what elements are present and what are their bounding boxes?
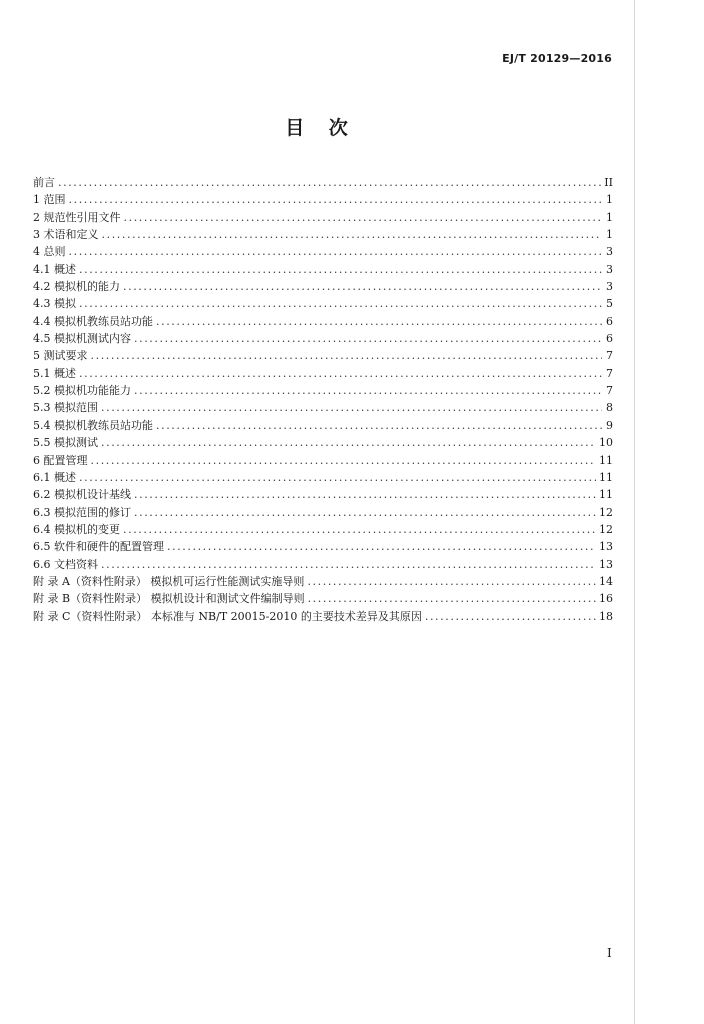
toc-entry[interactable] [33,209,613,226]
toc-entry[interactable] [33,608,613,625]
toc-entry[interactable] [33,313,613,330]
toc-entry-label: 5.3 模拟范围 [33,401,98,415]
toc-entry-page: 6 [606,314,613,328]
toc-entry[interactable] [33,417,613,434]
toc-entry-page: 13 [599,540,613,554]
toc-leader [134,486,596,503]
page-edge-divider [634,0,635,1024]
toc-entry-label: 6.2 模拟机设计基线 [33,488,131,502]
toc-entry[interactable] [33,590,613,607]
toc-entry-page: 5 [606,297,613,311]
toc-leader [69,243,603,260]
toc-entry-page: 11 [599,488,613,502]
toc-entry[interactable] [33,573,613,590]
toc-entry-page: 9 [606,418,613,432]
toc-leader [156,417,602,434]
toc-entry[interactable] [33,261,613,278]
toc-leader [156,313,602,330]
toc-leader [91,452,597,469]
toc-entry[interactable] [33,243,613,260]
toc-entry-page: 7 [606,384,613,398]
toc-entry[interactable] [33,226,613,243]
toc-entry-label: 5.2 模拟机功能能力 [33,384,131,398]
toc-entry-page: 18 [599,609,613,623]
toc-leader [134,504,596,521]
toc-entry-label: 附 录 C（资料性附录） 本标准与 NB/T 20015-2010 的主要技术差异及其原因 [33,609,422,623]
toc-leader [58,174,601,191]
toc-entry[interactable] [33,538,613,555]
toc-entry-label: 6.1 概述 [33,470,76,484]
page-number: I [607,946,612,960]
toc-entry[interactable] [33,469,613,486]
toc-entry-page: 10 [599,436,613,450]
toc-entry-page: II [604,176,613,189]
toc-entry[interactable] [33,191,613,208]
toc-entry-label: 1 范围 [33,193,66,207]
toc-leader [79,295,602,312]
toc-entry[interactable] [33,174,613,191]
toc-entry-label: 4.4 模拟机教练员站功能 [33,314,153,328]
toc-entry[interactable] [33,347,613,364]
toc-leader [308,590,596,607]
toc-entry-page: 8 [606,401,613,415]
toc-entry-label: 4.5 模拟机测试内容 [33,332,131,346]
toc-entry[interactable] [33,399,613,416]
toc-entry-page: 11 [599,453,613,467]
toc-entry-label: 6.6 文档资料 [33,557,98,571]
toc-entry[interactable] [33,295,613,312]
toc-entry-label: 5.5 模拟测试 [33,436,98,450]
toc-entry-page: 6 [606,332,613,346]
toc-leader [102,226,603,243]
toc-entry-page: 3 [606,245,613,259]
toc-entry-page: 1 [606,210,613,224]
toc-entry-label: 4.3 模拟 [33,297,76,311]
toc-entry-label: 2 规范性引用文件 [33,210,121,224]
toc-leader [134,330,602,347]
toc-leader [123,521,596,538]
toc-entry-label: 4 总则 [33,245,66,259]
toc-entry-label: 前言 [33,176,55,189]
toc-entry-page: 11 [599,470,613,484]
toc-leader [79,261,602,278]
toc-leader [79,365,602,382]
toc-entry[interactable] [33,521,613,538]
toc-entry-page: 3 [606,280,613,294]
toc-leader [101,434,596,451]
toc-leader [91,347,603,364]
toc-leader [307,573,596,590]
toc-entry-label: 6.3 模拟范围的修订 [33,505,131,519]
toc-entry-label: 5.4 模拟机教练员站功能 [33,418,153,432]
toc-leader [123,278,602,295]
toc-entry-page: 1 [606,193,613,207]
toc-entry-label: 6.4 模拟机的变更 [33,522,120,536]
toc-entry[interactable] [33,434,613,451]
toc-entry-page: 1 [606,228,613,242]
toc-entry-page: 16 [599,592,613,606]
toc-entry[interactable] [33,382,613,399]
toc-entry-label: 4.1 概述 [33,262,76,276]
toc-entry[interactable] [33,486,613,503]
toc-entry[interactable] [33,504,613,521]
toc-list [33,174,613,625]
toc-leader [134,382,602,399]
toc-entry-page: 12 [599,522,613,536]
toc-leader [124,209,603,226]
toc-leader [101,399,602,416]
toc-leader [101,556,596,573]
toc-leader [167,538,596,555]
toc-entry[interactable] [33,278,613,295]
toc-entry-page: 14 [599,574,613,588]
toc-entry-page: 7 [606,349,613,363]
toc-entry[interactable] [33,365,613,382]
toc-leader [425,608,596,625]
toc-entry-label: 6.5 软件和硬件的配置管理 [33,540,164,554]
toc-title: 目 次 [285,117,350,139]
toc-entry-label: 3 术语和定义 [33,228,99,242]
toc-entry-page: 12 [599,505,613,519]
toc-entry-page: 13 [599,557,613,571]
toc-entry-label: 4.2 模拟机的能力 [33,280,120,294]
toc-entry-page: 7 [606,366,613,380]
toc-entry[interactable] [33,452,613,469]
toc-entry-label: 5 测试要求 [33,349,88,363]
toc-entry-label: 6 配置管理 [33,453,88,467]
toc-entry-label: 附 录 A（资料性附录） 模拟机可运行性能测试实施导则 [33,574,305,588]
toc-entry[interactable] [33,556,613,573]
toc-entry-label: 附 录 B（资料性附录） 模拟机设计和测试文件编制导则 [33,592,305,606]
toc-entry[interactable] [33,330,613,347]
standard-code: EJ/T 20129—2016 [502,52,612,65]
toc-leader [69,191,603,208]
toc-entry-page: 3 [606,262,613,276]
toc-leader [79,469,596,486]
toc-entry-label: 5.1 概述 [33,366,76,380]
